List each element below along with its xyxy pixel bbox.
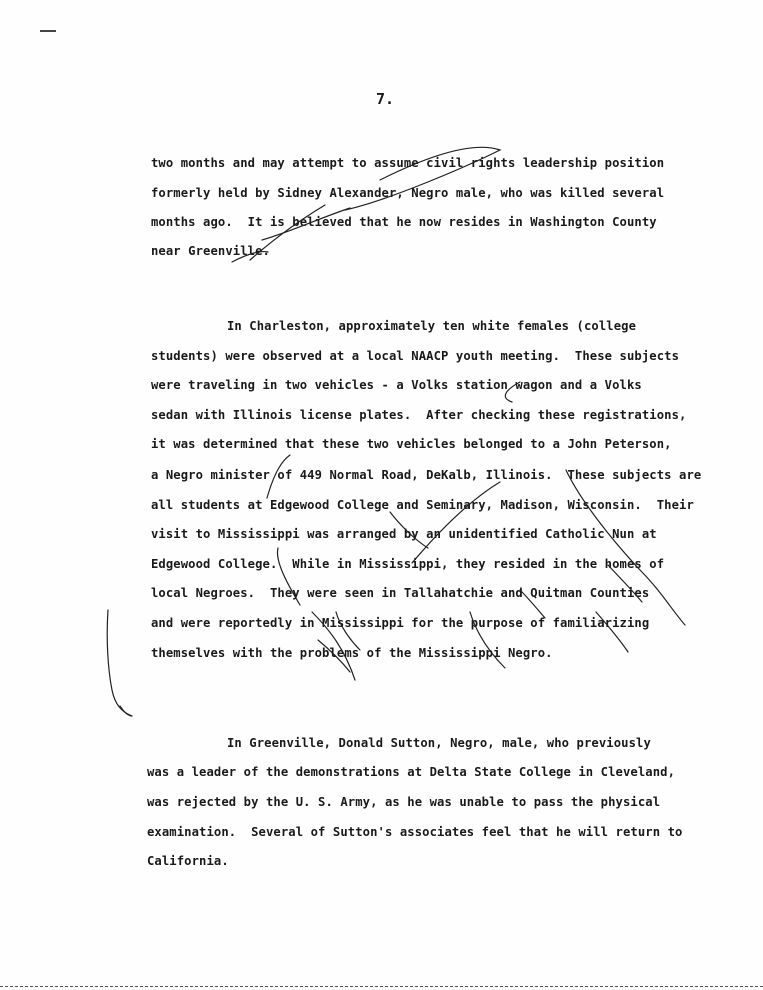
pen-stroke (120, 706, 132, 716)
text-line: sedan with Illinois license plates. After checking these registrations, (151, 408, 687, 422)
top-margin-mark (40, 30, 56, 32)
text-line: near Greenville. (151, 244, 270, 258)
bottom-page-edge (0, 986, 763, 988)
pen-stroke (412, 482, 500, 563)
text-line: In Greenville, Donald Sutton, Negro, male, who previously (227, 736, 651, 750)
text-line: a Negro minister of 449 Normal Road, DeKalb, Illinois. These subjects are (151, 468, 702, 482)
text-line: and were reportedly in Mississippi for the purpose of familiarizing (151, 616, 650, 630)
text-line: were traveling in two vehicles - a Volks station wagon and a Volks (151, 378, 642, 392)
text-line: Edgewood College. While in Mississippi, they resided in the homes of (151, 557, 665, 571)
text-line: themselves with the problems of the Mississippi Negro. (151, 646, 553, 660)
text-line: two months and may attempt to assume civil rights leadership position (151, 156, 665, 170)
page-number: 7. (376, 90, 395, 108)
text-line: was rejected by the U. S. Army, as he was unable to pass the physical (147, 795, 661, 809)
text-line: visit to Mississippi was arranged by an unidentified Catholic Nun at (151, 527, 657, 541)
text-line: all students at Edgewood College and Seminary, Madison, Wisconsin. Their (151, 498, 694, 512)
text-line: it was determined that these two vehicles belonged to a John Peterson, (151, 437, 672, 451)
text-line: was a leader of the demonstrations at Delta State College in Cleveland, (147, 765, 676, 779)
text-line: California. (147, 854, 229, 868)
text-line: examination. Several of Sutton's associates feel that he will return to (147, 825, 683, 839)
pen-stroke (566, 470, 685, 625)
text-line: students) were observed at a local NAACP youth meeting. These subjects (151, 349, 680, 363)
pen-stroke (107, 610, 132, 716)
text-line: In Charleston, approximately ten white females (college (227, 319, 637, 333)
text-line: months ago. It is believed that he now resides in Washington County (151, 215, 657, 229)
text-line: local Negroes. They were seen in Tallahatchie and Quitman Counties (151, 586, 650, 600)
text-line: formerly held by Sidney Alexander, Negro male, who was killed several (151, 186, 665, 200)
